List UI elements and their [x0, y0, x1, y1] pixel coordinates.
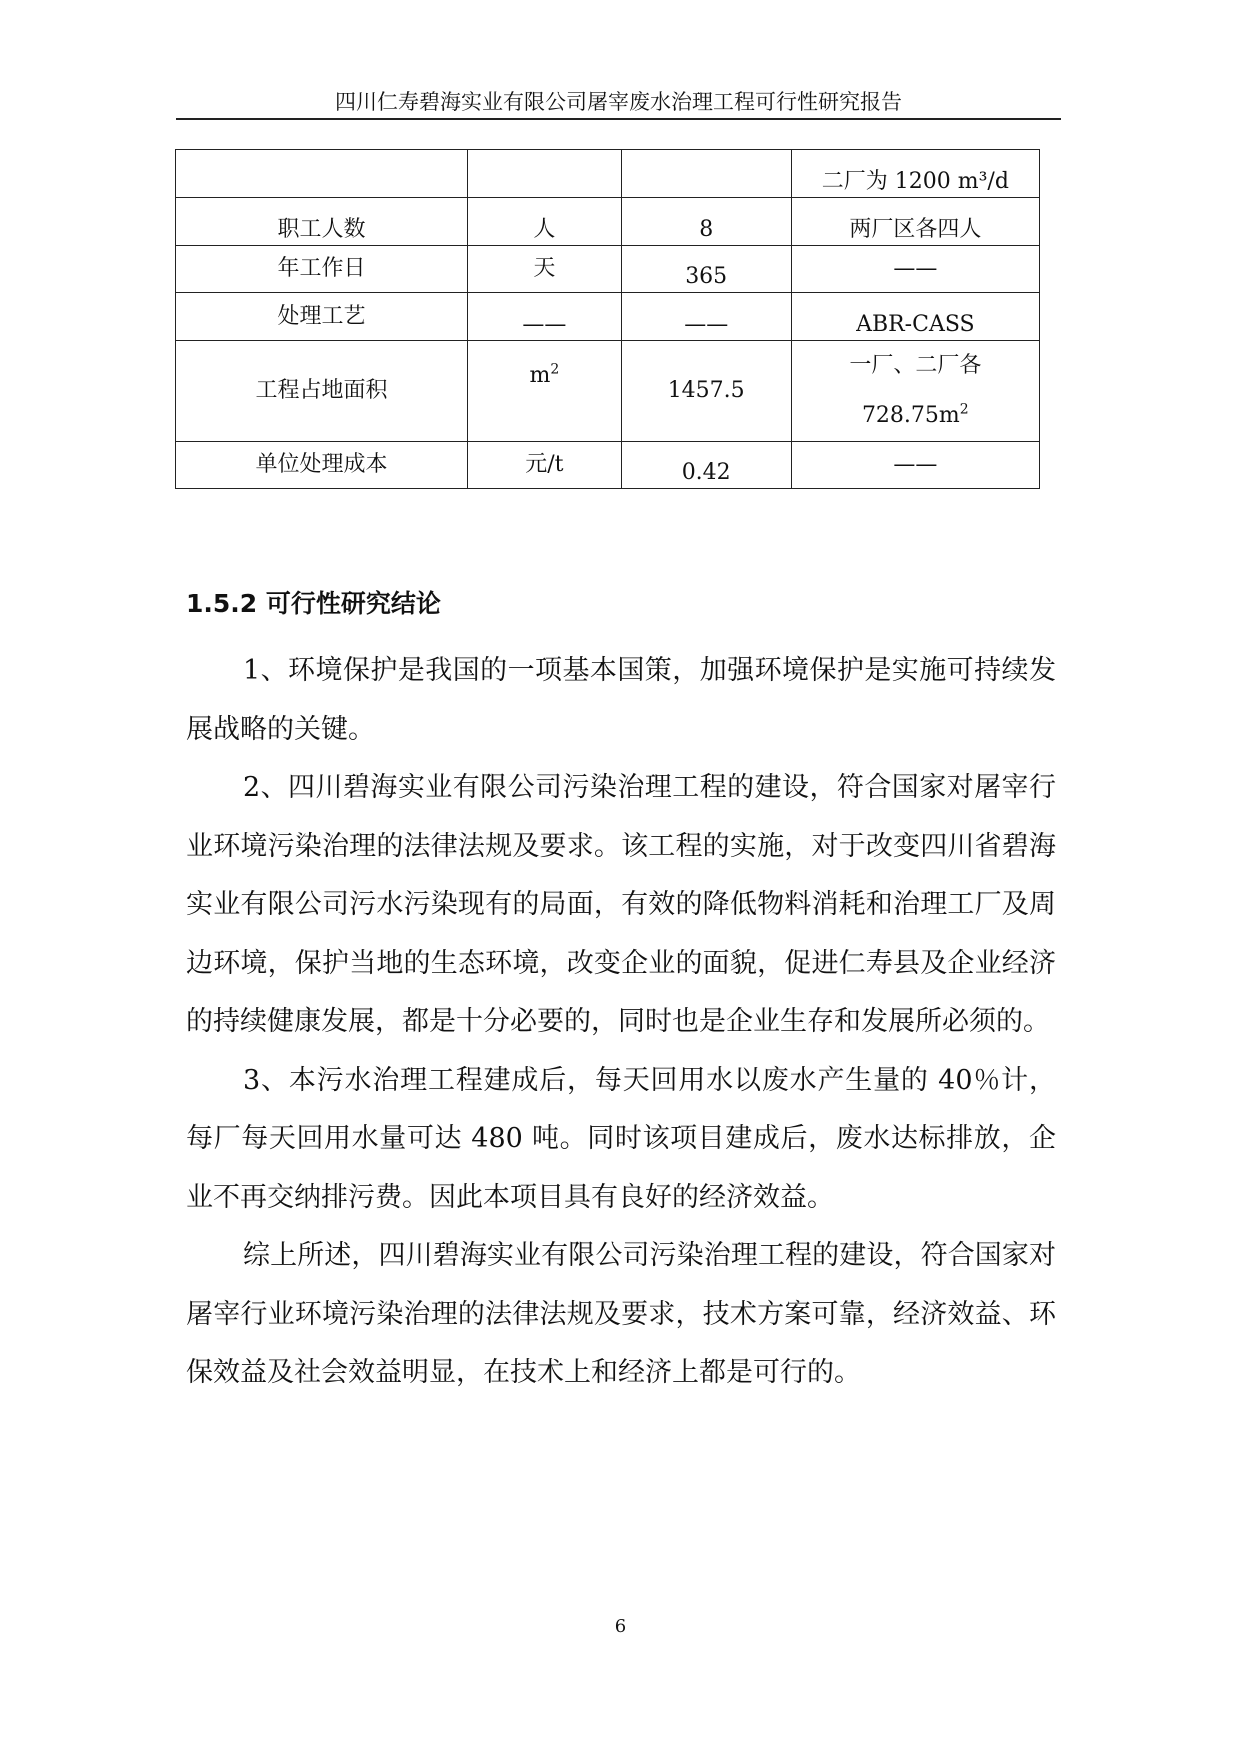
- table-cell-unit: [468, 341, 622, 442]
- remark-line: 一厂、二厂各: [849, 353, 982, 378]
- table-cell-item: 职工人数: [176, 198, 468, 246]
- paragraph: 2、四川碧海实业有限公司污染治理工程的建设，符合国家对屠宰行业环境污染治理的法律法规及要求。该工程的实施，对于改变四川省碧海实业有限公司污水污染现有的局面，有效的降低物料消耗和治理工厂及周边环境，保护当地的生态环境，改变企业的面貌，促进仁寿县及企业经济的持续健康发展，都是十分必要的，同时也是企业生存和发展所必须的。: [186, 772, 1056, 1037]
- table-cell-remark: 两厂区各四人: [791, 198, 1039, 246]
- table-row: [176, 442, 1040, 489]
- table-cell-unit-text: m: [529, 363, 551, 388]
- table-row: [176, 246, 1040, 293]
- section-heading: 1.5.2 可行性研究结论: [186, 589, 441, 618]
- paragraph: 1、环境保护是我国的一项基本国策，加强环境保护是实施可持续发展战略的关键。: [186, 655, 1056, 745]
- table-cell-remark: ——: [791, 442, 1039, 489]
- table-cell-value: 365: [621, 246, 791, 293]
- header-rule: [176, 118, 1061, 120]
- table-cell-unit: 天: [468, 246, 622, 293]
- table-cell-remark: 二厂为 1200 m³/d: [791, 150, 1039, 198]
- table-cell-value: 0.42: [621, 442, 791, 489]
- project-parameters-table: [175, 149, 1040, 489]
- unit-superscript: 2: [550, 361, 560, 378]
- page-number: 6: [614, 1616, 627, 1637]
- table-cell-item: 工程占地面积: [176, 341, 468, 442]
- table-cell-value: [621, 150, 791, 198]
- table-cell-value: ——: [621, 293, 791, 341]
- remark-line-text: 728.75m: [861, 403, 960, 428]
- remark-superscript: 2: [959, 401, 969, 418]
- table-cell-item: 年工作日: [176, 246, 468, 293]
- table-row: [176, 198, 1040, 246]
- table-cell-remark: ——: [791, 246, 1039, 293]
- paragraph: 综上所述，四川碧海实业有限公司污染治理工程的建设，符合国家对屠宰行业环境污染治理的法律法规及要求，技术方案可靠，经济效益、环保效益及社会效益明显，在技术上和经济上都是可行的。: [186, 1240, 1056, 1388]
- page-header-title: 四川仁寿碧海实业有限公司屠宰废水治理工程可行性研究报告: [335, 90, 902, 114]
- table-cell-item: 单位处理成本: [176, 442, 468, 489]
- remark-line: [792, 391, 1039, 441]
- paragraph: 3、本污水治理工程建成后，每天回用水以废水产生量的 40％计，每厂每天回用水量可达 480 吨。同时该项目建成后，废水达标排放，企业不再交纳排污费。因此本项目具有良好的经济效益。: [186, 1064, 1056, 1213]
- table-cell-unit: [468, 150, 622, 198]
- table-cell-item: [176, 150, 468, 198]
- table-cell-unit: ——: [468, 293, 622, 341]
- table-row: [176, 293, 1040, 341]
- table-cell-remark: ABR-CASS: [791, 293, 1039, 341]
- table-cell-unit: 元/t: [468, 442, 622, 489]
- table-cell-remark: [791, 341, 1039, 442]
- table-cell-item: 处理工艺: [176, 293, 468, 341]
- table-cell-value: 8: [621, 198, 791, 246]
- conclusion-body: [186, 642, 1056, 1403]
- table-row: [176, 150, 1040, 198]
- table-cell-unit: 人: [468, 198, 622, 246]
- table-row: [176, 341, 1040, 442]
- table-cell-value: 1457.5: [621, 341, 791, 442]
